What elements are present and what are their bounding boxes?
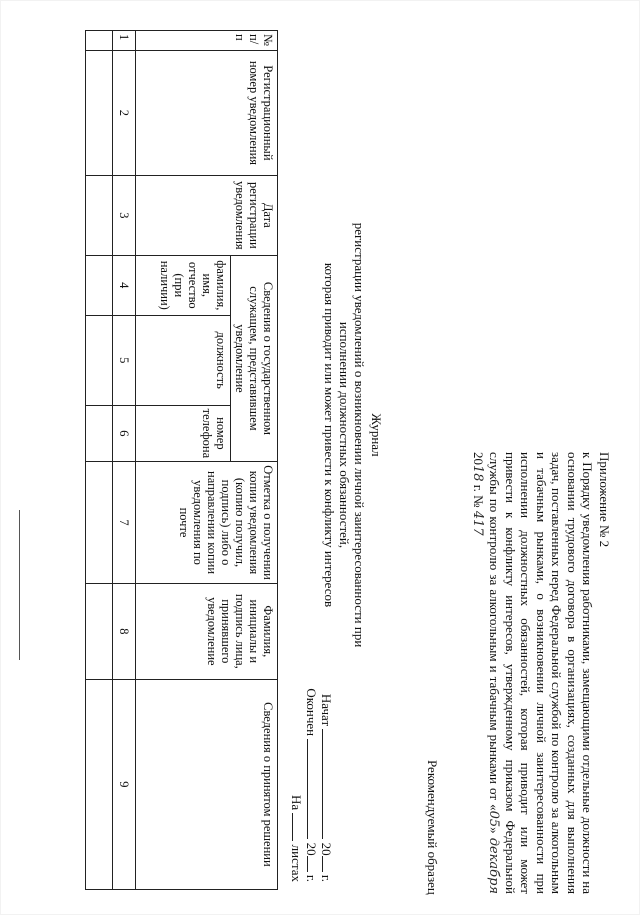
meta-ended-label: Окончен [304,688,319,737]
column-number-3: 3 [113,175,136,255]
column-number-2: 2 [113,50,136,175]
meta-started-year-blank [322,856,323,872]
header-position: должность [136,315,231,405]
meta-sheets-label: листах [289,844,304,882]
meta-sheets-blank [292,813,293,841]
meta-started-year-suffix: г. [319,874,334,882]
journal-title: Журнал [369,413,384,457]
empty-cell [86,583,113,679]
journal-meta [289,582,334,882]
empty-cell [86,679,113,889]
column-number-4: 4 [113,255,136,315]
column-number-1: 1 [113,31,136,51]
empty-cell [86,462,113,584]
journal-subtitle-1: регистрации уведомлений о возникновении личной заинтересованности при исполнении должностных обязанностей, [337,222,367,648]
appendix-date-month: декабря [486,837,502,895]
registration-table [85,30,278,890]
scan-artifact-line [19,510,20,660]
appendix-title: Приложение № 2 [597,452,612,548]
column-number-5: 5 [113,315,136,405]
table-empty-row [86,31,113,890]
appendix-body-text: к Порядку уведомления работниками, замещающими отдельные должности на основании трудового договора в организациях, созданных для выполнения задач, поставленных перед Федеральной службой по контролю за алкогольным и табачным рынками, о возникновении личной заинтересованности при исполнении должностных обязанностей, которая приводит или может привести к конфликту интересов, утвержденному приказом Федеральной службы по контролю за алкогольным и табачным рынками [487,452,596,894]
meta-started-label: Начат [319,693,334,727]
column-number-8: 8 [113,583,136,679]
header-employee-group: Сведения о государственном служащем, представившем уведомление [231,255,278,461]
empty-cell [86,175,113,255]
header-receiver: Фамилия, инициалы и подпись лица, принявшего уведомление [136,583,278,679]
header-num: № п/п [136,31,278,51]
meta-started-blank [322,729,323,839]
appendix-text [470,452,596,894]
meta-sheets-row [289,582,304,882]
header-reg-date: Дата регистрации уведомления [136,175,278,255]
column-number-7: 7 [113,462,136,584]
empty-cell [86,255,113,315]
empty-cell [86,405,113,462]
meta-ended-year-suffix: г. [304,874,319,882]
header-phone: номер телефона [136,405,231,462]
column-number-9: 9 [113,679,136,889]
journal-subtitle-2: которая приводит или может привести к конфликту интересов [322,262,337,608]
appendix-order-number: 417 [470,510,485,536]
appendix-date-day: 05 [486,810,502,828]
table-column-numbers-row [113,31,136,890]
appendix-date-year-prefix: 20 [471,452,486,465]
empty-cell [86,31,113,51]
meta-ended-row [304,582,319,882]
meta-ended-year-prefix: 20 [304,842,319,856]
appendix-date-mid: » [487,827,503,838]
empty-cell [86,50,113,175]
meta-started-year-prefix: 20 [319,842,334,856]
column-number-6: 6 [113,405,136,462]
meta-ended-blank [307,739,308,839]
sample-label: Рекомендуемый образец [425,760,440,895]
header-full-name: фамилия, имя, отчество (при наличии) [136,255,231,315]
appendix-date-year: 18 [470,465,485,482]
table-header-row [231,31,278,890]
header-copy-note: Отметка о получении копии уведомления (копию получил, подпись) либо о направлении копии уведомления по почте [136,462,278,584]
appendix-block [470,452,613,894]
header-decision: Сведения о принятом решении [136,679,278,889]
meta-ended-year-blank [307,856,308,872]
meta-on-label: На [289,795,304,811]
header-reg-number: Регистрационный номер уведомления [136,50,278,175]
empty-cell [86,315,113,405]
appendix-date-suffix: г. № [471,481,486,511]
meta-started-row [319,582,334,882]
appendix-date-prefix: от « [487,788,503,811]
